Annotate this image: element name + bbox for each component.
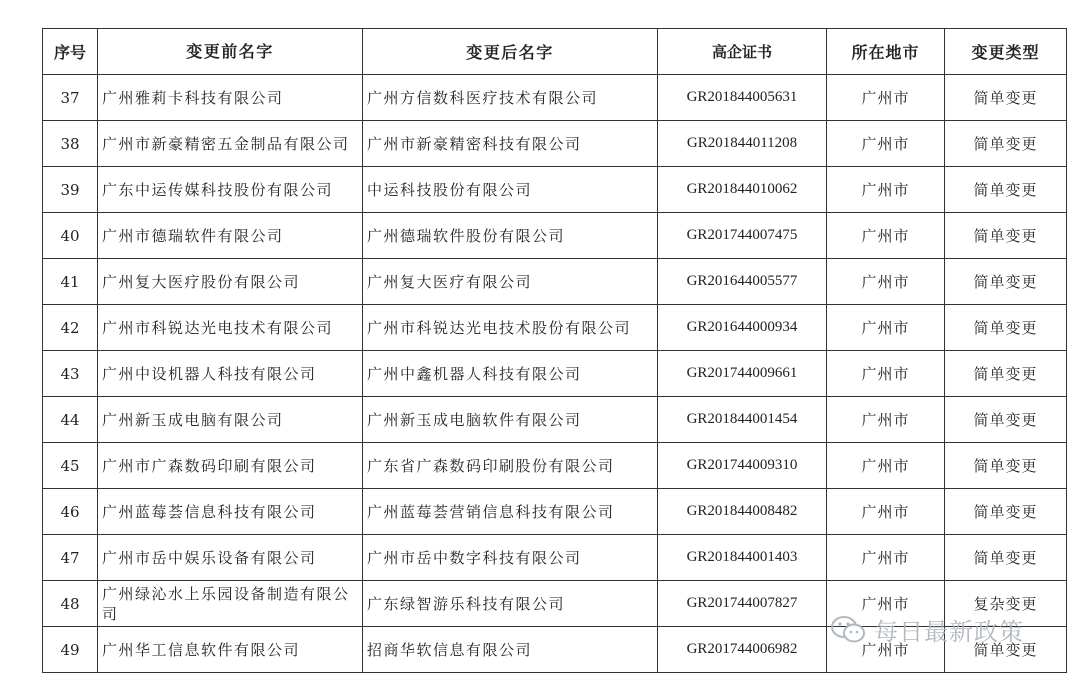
after-name-cell: 广东绿智游乐科技有限公司 (363, 581, 658, 627)
table-row (43, 397, 1067, 443)
row-number: 47 (43, 535, 98, 581)
after-name-cell: 广州新玉成电脑软件有限公司 (363, 397, 658, 443)
table-row (43, 121, 1067, 167)
certificate-cell: GR201844011208 (658, 121, 827, 167)
certificate-cell: GR201744007827 (658, 581, 827, 627)
table-row (43, 305, 1067, 351)
certificate-cell: GR201644000934 (658, 305, 827, 351)
change-type-cell: 简单变更 (945, 121, 1067, 167)
city-cell: 广州市 (827, 397, 945, 443)
before-name-cell: 广东中运传媒科技股份有限公司 (98, 167, 363, 213)
before-name-cell: 广州中设机器人科技有限公司 (98, 351, 363, 397)
city-cell: 广州市 (827, 75, 945, 121)
after-name-cell: 广州市新豪精密科技有限公司 (363, 121, 658, 167)
change-type-cell: 简单变更 (945, 167, 1067, 213)
certificate-cell: GR201844010062 (658, 167, 827, 213)
certificate-cell: GR201844005631 (658, 75, 827, 121)
before-name-cell: 广州市德瑞软件有限公司 (98, 213, 363, 259)
table-row (43, 627, 1067, 673)
before-name-cell: 广州复大医疗股份有限公司 (98, 259, 363, 305)
after-name-cell: 广州中鑫机器人科技有限公司 (363, 351, 658, 397)
table-row (43, 75, 1067, 121)
before-name-cell: 广州华工信息软件有限公司 (98, 627, 363, 673)
certificate-cell: GR201744009310 (658, 443, 827, 489)
certificate-cell: GR201644005577 (658, 259, 827, 305)
header-city: 所在地市 (827, 29, 945, 75)
before-name-cell: 广州市岳中娱乐设备有限公司 (98, 535, 363, 581)
after-name-cell: 广州方信数科医疗技术有限公司 (363, 75, 658, 121)
table-row (43, 581, 1067, 627)
change-type-cell: 简单变更 (945, 259, 1067, 305)
certificate-cell: GR201744006982 (658, 627, 827, 673)
certificate-cell: GR201744007475 (658, 213, 827, 259)
table-row (43, 167, 1067, 213)
change-type-cell: 简单变更 (945, 535, 1067, 581)
table-row (43, 489, 1067, 535)
city-cell: 广州市 (827, 535, 945, 581)
change-type-cell: 简单变更 (945, 627, 1067, 673)
city-cell: 广州市 (827, 259, 945, 305)
header-certificate: 高企证书 (658, 29, 827, 75)
table-row (43, 213, 1067, 259)
change-type-cell: 简单变更 (945, 351, 1067, 397)
change-type-cell: 复杂变更 (945, 581, 1067, 627)
change-type-cell: 简单变更 (945, 305, 1067, 351)
header-before-name: 变更前名字 (98, 29, 363, 75)
after-name-cell: 中运科技股份有限公司 (363, 167, 658, 213)
before-name-cell: 广州市新豪精密五金制品有限公司 (98, 121, 363, 167)
table-row (43, 351, 1067, 397)
certificate-cell: GR201744009661 (658, 351, 827, 397)
change-type-cell: 简单变更 (945, 443, 1067, 489)
change-type-cell: 简单变更 (945, 489, 1067, 535)
table-row (43, 259, 1067, 305)
city-cell: 广州市 (827, 489, 945, 535)
company-name-change-table (42, 28, 1067, 673)
change-type-cell: 简单变更 (945, 213, 1067, 259)
row-number: 41 (43, 259, 98, 305)
after-name-cell: 广东省广森数码印刷股份有限公司 (363, 443, 658, 489)
certificate-cell: GR201844001454 (658, 397, 827, 443)
change-type-cell: 简单变更 (945, 75, 1067, 121)
certificate-cell: GR201844001403 (658, 535, 827, 581)
before-name-cell: 广州雅莉卡科技有限公司 (98, 75, 363, 121)
before-name-cell: 广州蓝莓荟信息科技有限公司 (98, 489, 363, 535)
row-number: 40 (43, 213, 98, 259)
after-name-cell: 广州复大医疗有限公司 (363, 259, 658, 305)
table-row (43, 443, 1067, 489)
city-cell: 广州市 (827, 443, 945, 489)
before-name-cell: 广州绿沁水上乐园设备制造有限公司 (98, 581, 363, 627)
city-cell: 广州市 (827, 351, 945, 397)
row-number: 45 (43, 443, 98, 489)
city-cell: 广州市 (827, 305, 945, 351)
row-number: 39 (43, 167, 98, 213)
header-after-name: 变更后名字 (363, 29, 658, 75)
row-number: 42 (43, 305, 98, 351)
row-number: 38 (43, 121, 98, 167)
after-name-cell: 广州蓝莓荟营销信息科技有限公司 (363, 489, 658, 535)
row-number: 49 (43, 627, 98, 673)
row-number: 44 (43, 397, 98, 443)
before-name-cell: 广州新玉成电脑有限公司 (98, 397, 363, 443)
before-name-cell: 广州市科锐达光电技术有限公司 (98, 305, 363, 351)
certificate-cell: GR201844008482 (658, 489, 827, 535)
city-cell: 广州市 (827, 121, 945, 167)
row-number: 48 (43, 581, 98, 627)
after-name-cell: 招商华软信息有限公司 (363, 627, 658, 673)
watermark-text: 每日最新政策 (874, 618, 1024, 646)
city-cell: 广州市 (827, 581, 945, 627)
header-row (43, 29, 1067, 75)
after-name-cell: 广州德瑞软件股份有限公司 (363, 213, 658, 259)
table-row (43, 535, 1067, 581)
header-change-type: 变更类型 (945, 29, 1067, 75)
after-name-cell: 广州市科锐达光电技术股份有限公司 (363, 305, 658, 351)
city-cell: 广州市 (827, 213, 945, 259)
change-type-cell: 简单变更 (945, 397, 1067, 443)
before-name-cell: 广州市广森数码印刷有限公司 (98, 443, 363, 489)
row-number: 37 (43, 75, 98, 121)
after-name-cell: 广州市岳中数字科技有限公司 (363, 535, 658, 581)
header-no: 序号 (43, 29, 98, 75)
city-cell: 广州市 (827, 627, 945, 673)
row-number: 46 (43, 489, 98, 535)
city-cell: 广州市 (827, 167, 945, 213)
row-number: 43 (43, 351, 98, 397)
